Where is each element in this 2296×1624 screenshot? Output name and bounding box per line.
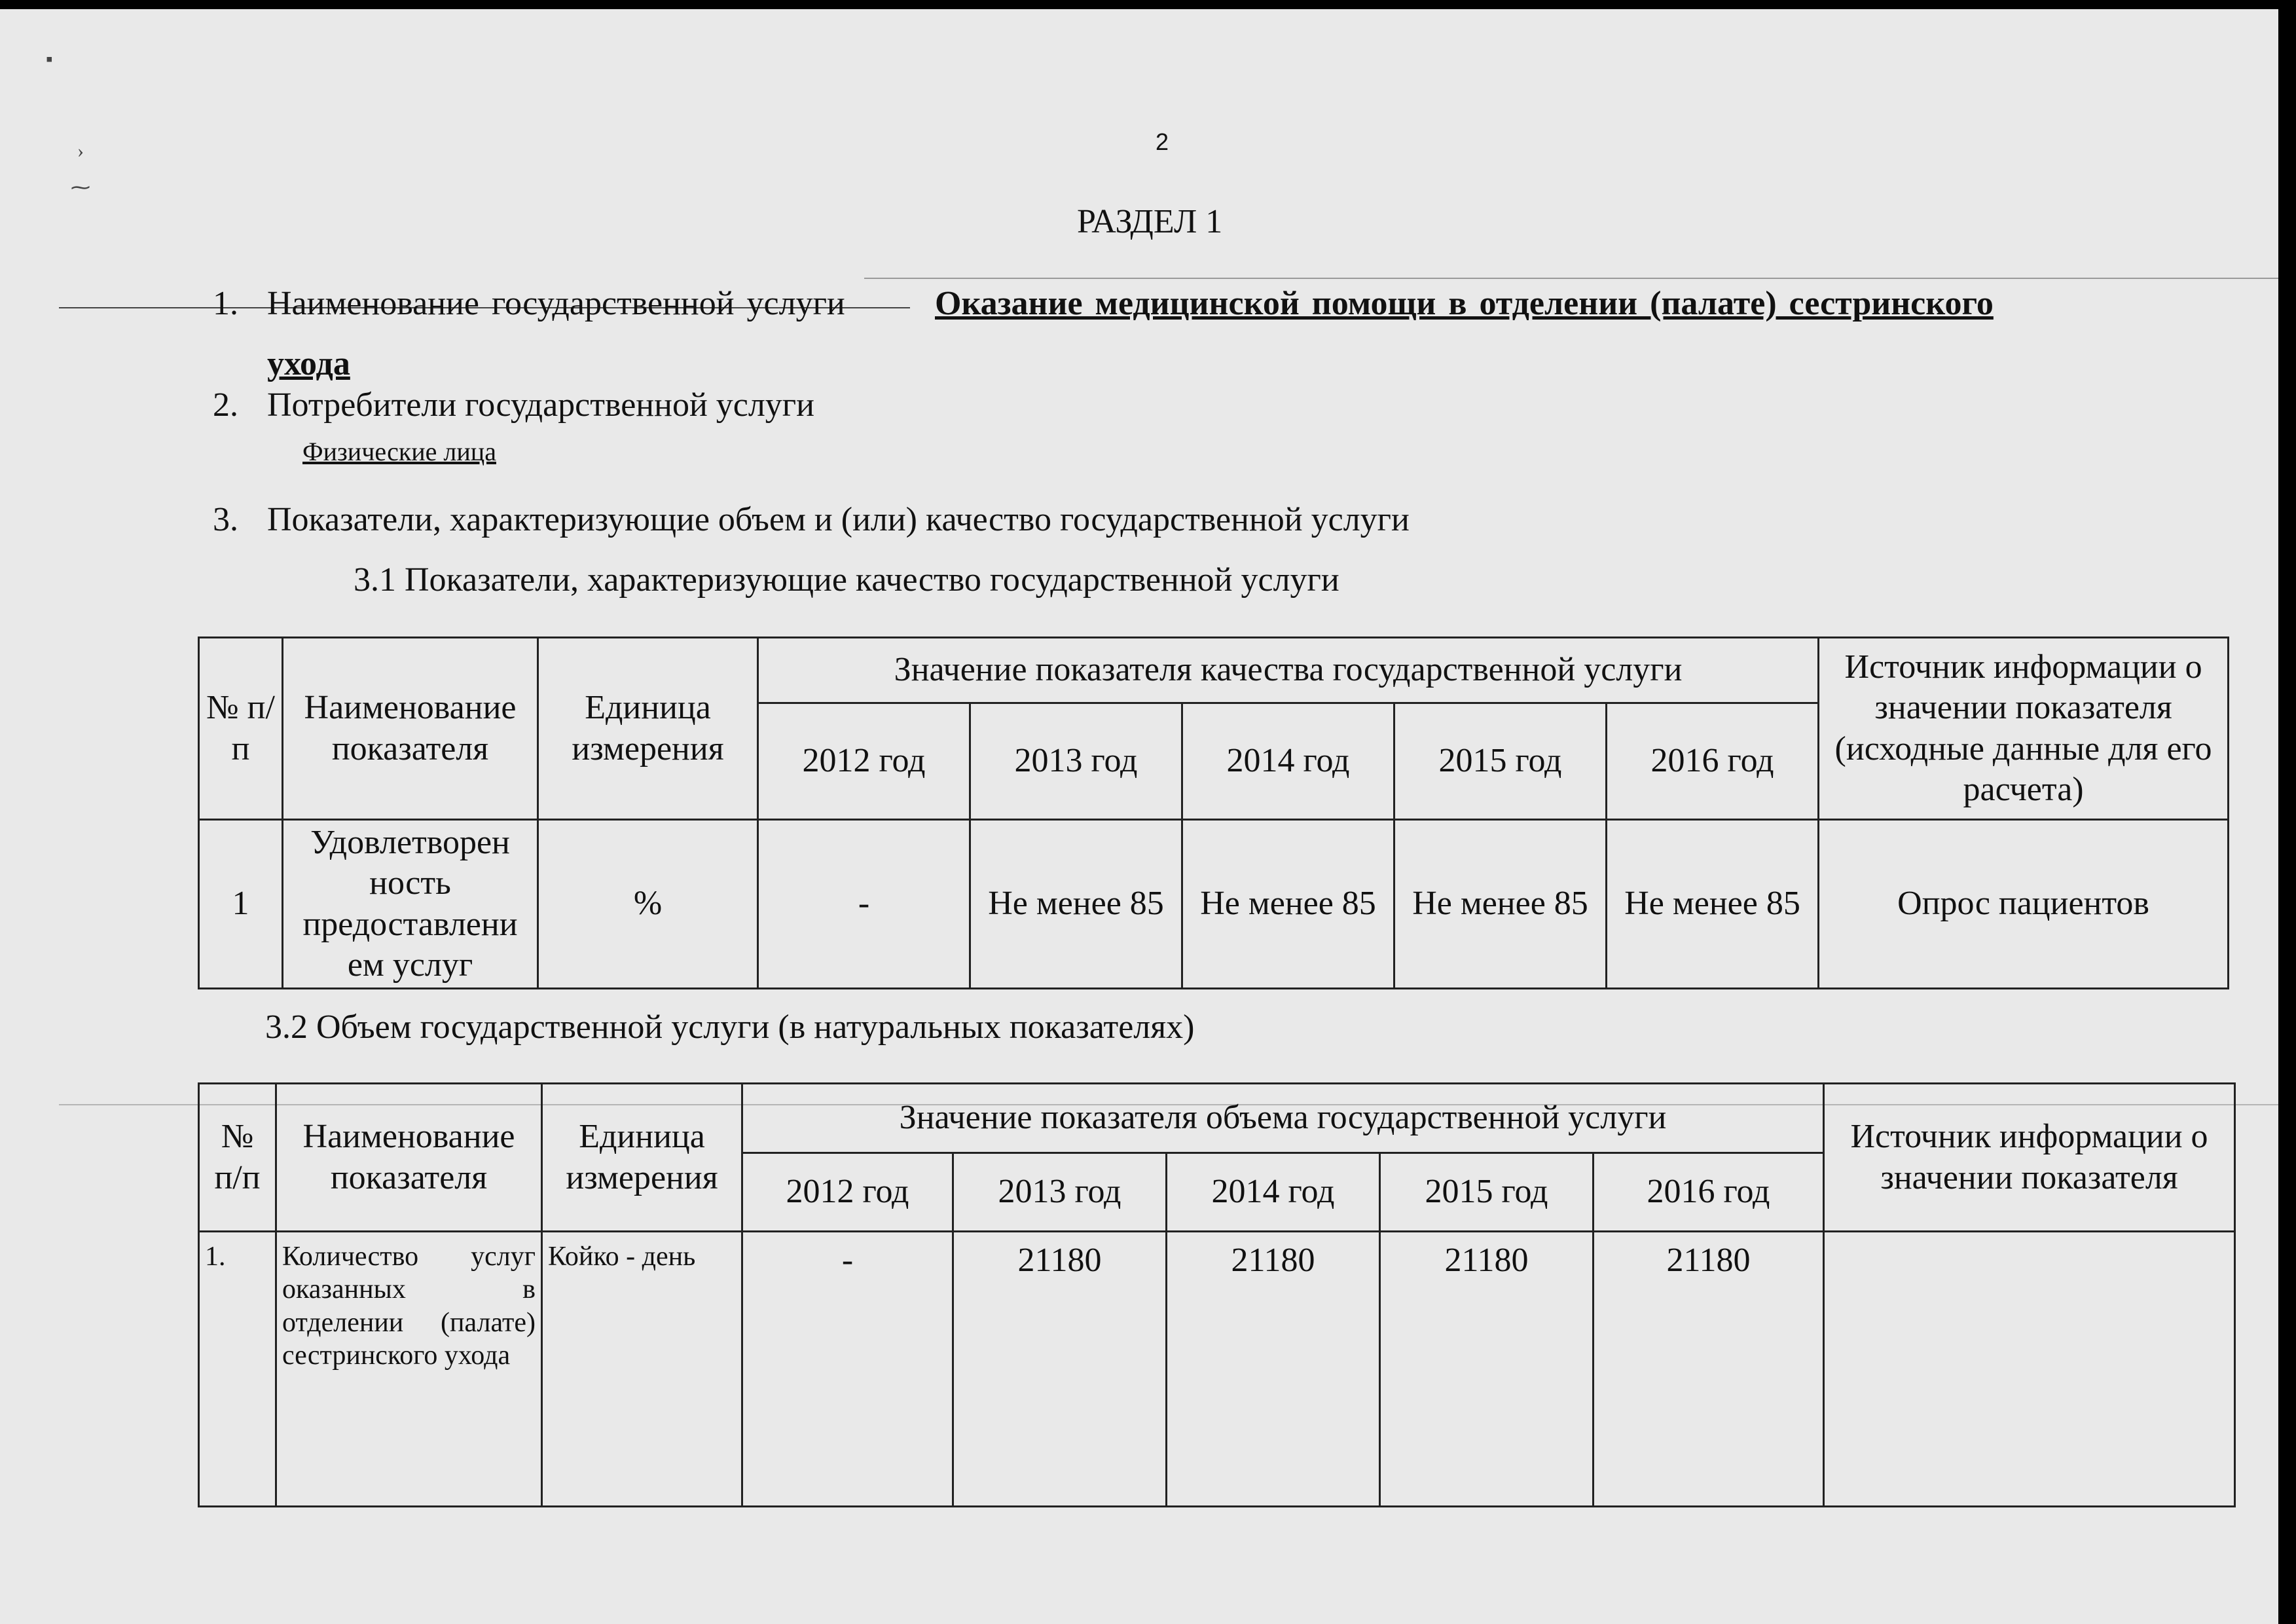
cell-name: Удовлетворен ность предоставлени ем услуг [283, 820, 538, 989]
header-year: 2016 год [1607, 703, 1819, 820]
cell-value: - [758, 820, 970, 989]
cell-unit: % [538, 820, 758, 989]
scan-mark: ⁓ [71, 177, 90, 198]
cell-value: 21180 [953, 1232, 1167, 1507]
cell-num: 1 [199, 820, 283, 989]
subsection-3-1: 3.1 Показатели, характеризующие качество государственной услуги [354, 561, 1339, 599]
quality-table [198, 637, 2229, 989]
subsection-3-2: 3.2 Объем государственной услуги (в натуральных показателях) [265, 1008, 1195, 1046]
cell-value: 21180 [1167, 1232, 1380, 1507]
header-year: 2013 год [953, 1153, 1167, 1232]
cell-source: Опрос пациентов [1819, 820, 2229, 989]
item-1-service-name: Оказание медицинской помощи в отделении (палате) сестринского [935, 285, 1994, 322]
cell-source [1824, 1232, 2235, 1507]
section-title: РАЗДЕЛ 1 [1077, 203, 1223, 240]
header-value-group: Значение показателя качества государственной услуги [758, 638, 1819, 703]
item-2-consumers: Физические лица [302, 437, 496, 466]
cell-value: Не менее 85 [970, 820, 1182, 989]
volume-table [198, 1082, 2236, 1507]
cell-value: Не менее 85 [1607, 820, 1819, 989]
document-page [0, 9, 2278, 1624]
cell-name: Количество услуг оказанных в отделении (палате) сестринского ухода [276, 1232, 542, 1507]
cell-num: 1. [199, 1232, 276, 1507]
header-year: 2014 год [1167, 1153, 1380, 1232]
cell-value: 21180 [1594, 1232, 1824, 1507]
header-year: 2015 год [1380, 1153, 1594, 1232]
item-1-service-name-cont: ухода [267, 345, 350, 382]
header-year: 2014 год [1182, 703, 1394, 820]
header-num: № п/п [199, 1084, 276, 1232]
cell-value: Не менее 85 [1394, 820, 1607, 989]
table-row [199, 1232, 2235, 1507]
scan-mark: ▪ [46, 48, 53, 70]
scan-mark: › [77, 140, 84, 162]
header-source: Источник информации о значении показателя [1824, 1084, 2235, 1232]
cell-value: 21180 [1380, 1232, 1594, 1507]
divider [864, 278, 2278, 279]
item-3-number: 3. [213, 501, 238, 538]
header-year: 2012 год [742, 1153, 953, 1232]
table-row [199, 820, 2229, 989]
item-2-label: Потребители государственной услуги [267, 386, 814, 424]
page-number: 2 [1156, 128, 1169, 155]
header-year: 2016 год [1594, 1153, 1824, 1232]
header-year: 2015 год [1394, 703, 1607, 820]
header-name: Наименование показателя [283, 638, 538, 820]
header-year: 2012 год [758, 703, 970, 820]
cell-value: Не менее 85 [1182, 820, 1394, 989]
header-source: Источник информации о значении показателя (исходные данные для его расчета) [1819, 638, 2229, 820]
header-unit: Единица измерения [542, 1084, 742, 1232]
header-unit: Единица измерения [538, 638, 758, 820]
header-num: № п/п [199, 638, 283, 820]
cell-value: - [742, 1232, 953, 1507]
item-2-number: 2. [213, 386, 238, 424]
header-name: Наименование показателя [276, 1084, 542, 1232]
item-3-label: Показатели, характеризующие объем и (или) качество государственной услуги [267, 501, 1410, 538]
header-value-group: Значение показателя объема государственной услуги [742, 1084, 1824, 1153]
cell-unit: Койко - день [542, 1232, 742, 1507]
item-1-number: 1. [213, 285, 238, 322]
item-1-label: Наименование государственной услуги [267, 285, 845, 322]
header-year: 2013 год [970, 703, 1182, 820]
